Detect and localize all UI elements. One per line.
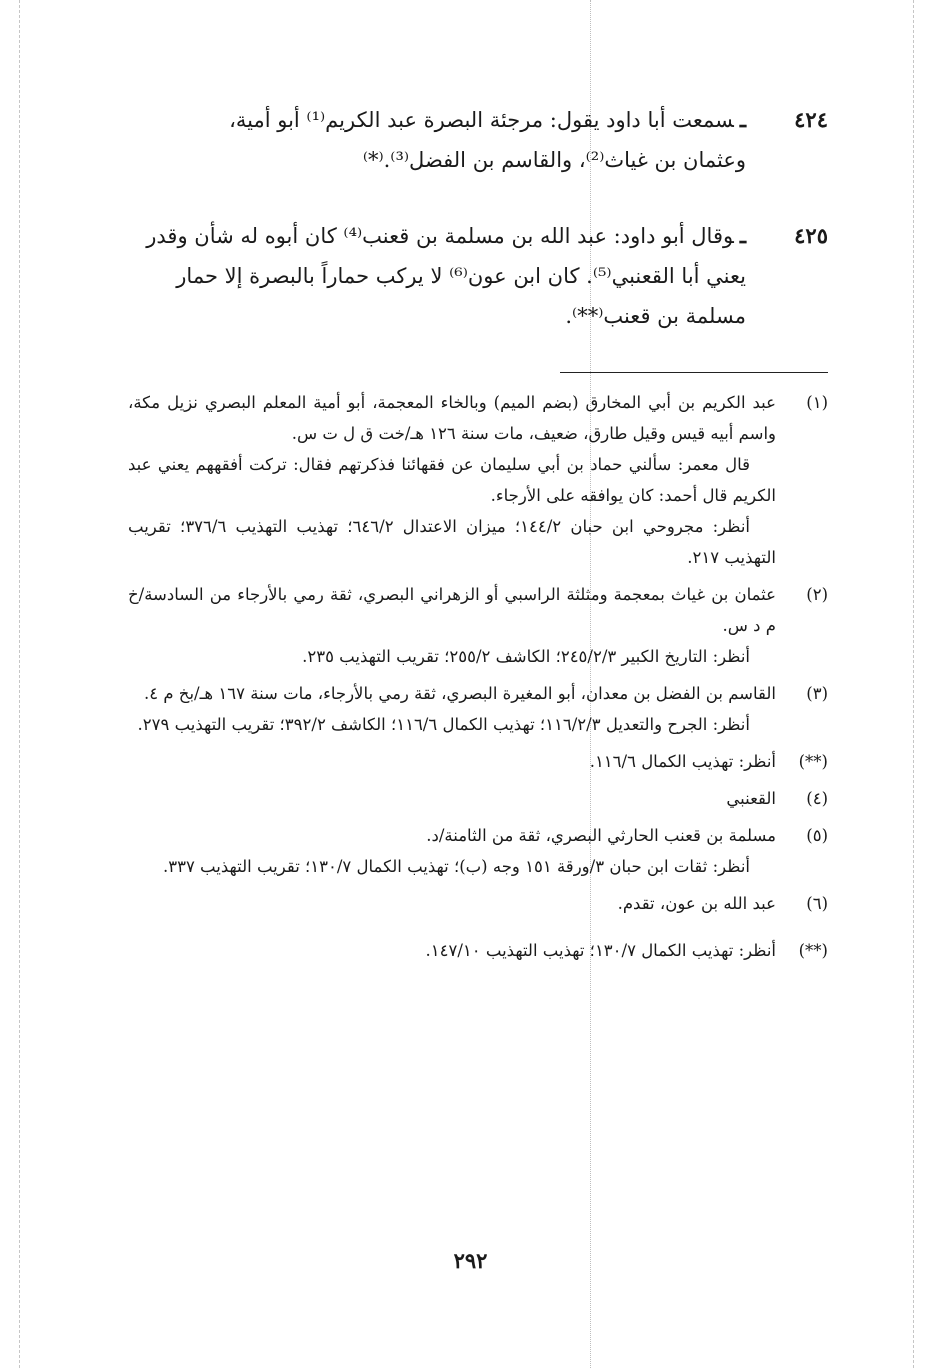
entry-dash: ـ bbox=[739, 223, 746, 248]
footnote-text: أنظر: الجرح والتعديل ١١٦/٢/٣؛ تهذيب الكمال ١١٦/٦؛ الكاشف ٣٩٢/٢؛ تقريب التهذيب ٢٧٩. bbox=[137, 715, 750, 734]
footnote-5 bbox=[128, 820, 828, 882]
footnote-6 bbox=[128, 888, 828, 919]
entry-dash: ـ bbox=[739, 107, 746, 132]
footnote-text: أنظر: ثقات ابن حبان ٣/ورقة ١٥١ وجه (ب)؛ تهذيب الكمال ١٣٠/٧؛ تقريب التهذيب ٣٣٧. bbox=[162, 857, 750, 876]
entry-line: مسلمة بن قعنب⁽**⁾. bbox=[565, 304, 746, 328]
entry-line: وقال أبو داود: عبد الله بن مسلمة بن قعنب⁽⁴⁾ كان أبوه له شأن وقدر bbox=[146, 224, 734, 248]
hadith-entry-425 bbox=[128, 216, 828, 336]
footnote-marker: (٣) bbox=[806, 684, 828, 703]
footnote-text: عبد الله بن عون، تقدم. bbox=[617, 894, 776, 913]
footnote-text: عثمان بن غياث بمعجمة ومثلثة الراسبي أو الزهراني البصري، ثقة رمي بالأرجاء من السادسة/خ م د س. bbox=[128, 585, 776, 635]
entry-line: يعني أبا القعنبي⁽⁵⁾. كان ابن عون⁽⁶⁾ لا يركب حماراً بالبصرة إلا حمار bbox=[176, 264, 746, 288]
footnote-text: عبد الكريم بن أبي المخارق (بضم الميم) وبالخاء المعجمة، أبو أمية المعلم البصري نزيل مكة، واسم أبيه قيس وقيل طارق، ضعيف، مات سنة ١٢٦ هـ/خت ق ل ت س. bbox=[128, 393, 776, 443]
footnote-marker: (**) bbox=[798, 941, 828, 960]
entry-line: سمعت أبا داود يقول: مرجئة البصرة عبد الكريم⁽¹⁾ أبو أمية، bbox=[229, 108, 734, 132]
page-content bbox=[128, 100, 828, 972]
footnote-divider bbox=[560, 372, 828, 373]
footnote-star-1 bbox=[128, 746, 828, 777]
footnote-1 bbox=[128, 387, 828, 573]
scan-fold-line bbox=[913, 0, 914, 1368]
footnote-text: أنظر: تهذيب الكمال ١٣٠/٧؛ تهذيب التهذيب ١٤٧/١٠. bbox=[425, 941, 776, 960]
page-number: ٢٩٢ bbox=[453, 1248, 488, 1273]
entry-line: وعثمان بن غياث⁽²⁾، والقاسم بن الفضل⁽³⁾.⁽*⁾ bbox=[362, 148, 746, 172]
entry-number: ٤٢٥ bbox=[794, 223, 828, 248]
hadith-entry-424 bbox=[128, 100, 828, 180]
footnote-text: مسلمة بن قعنب الحارثي البصري، ثقة من الثامنة/د. bbox=[426, 826, 776, 845]
footnote-text: القعنبي bbox=[726, 789, 776, 808]
footnote-marker: (**) bbox=[798, 752, 828, 771]
footnote-text: قال معمر: سألني حماد بن أبي سليمان عن فقهائنا فذكرتهم فقال: تركت أفقههم يعني عبد الكريم قال أحمد: كان يوافقه على الأرجاء. bbox=[128, 455, 776, 505]
entry-number: ٤٢٤ bbox=[794, 107, 828, 132]
footnote-marker: (٦) bbox=[806, 894, 828, 913]
footnote-text: أنظر: مجروحي ابن حبان ١٤٤/٢؛ ميزان الاعتدال ٦٤٦/٢؛ تهذيب التهذيب ٣٧٦/٦؛ تقريب التهذيب ٢١٧. bbox=[128, 517, 776, 567]
footnote-marker: (٥) bbox=[806, 826, 828, 845]
scan-fold-line bbox=[19, 0, 20, 1368]
footnote-3 bbox=[128, 678, 828, 740]
footnote-2 bbox=[128, 579, 828, 672]
footnote-star-2 bbox=[128, 935, 828, 966]
footnote-text: أنظر: التاريخ الكبير ٢٤٥/٢/٣؛ الكاشف ٢٥٥/٢؛ تقريب التهذيب ٢٣٥. bbox=[302, 647, 750, 666]
footnote-text: أنظر: تهذيب الكمال ١١٦/٦. bbox=[589, 752, 776, 771]
footnote-marker: (١) bbox=[806, 393, 828, 412]
footnote-marker: (٤) bbox=[806, 789, 828, 808]
footnote-marker: (٢) bbox=[806, 585, 828, 604]
footnote-4 bbox=[128, 783, 828, 814]
footnote-text: القاسم بن الفضل بن معدان، أبو المغيرة البصري، ثقة رمي بالأرجاء، مات سنة ١٦٧ هـ/بخ م ٤. bbox=[143, 684, 776, 703]
